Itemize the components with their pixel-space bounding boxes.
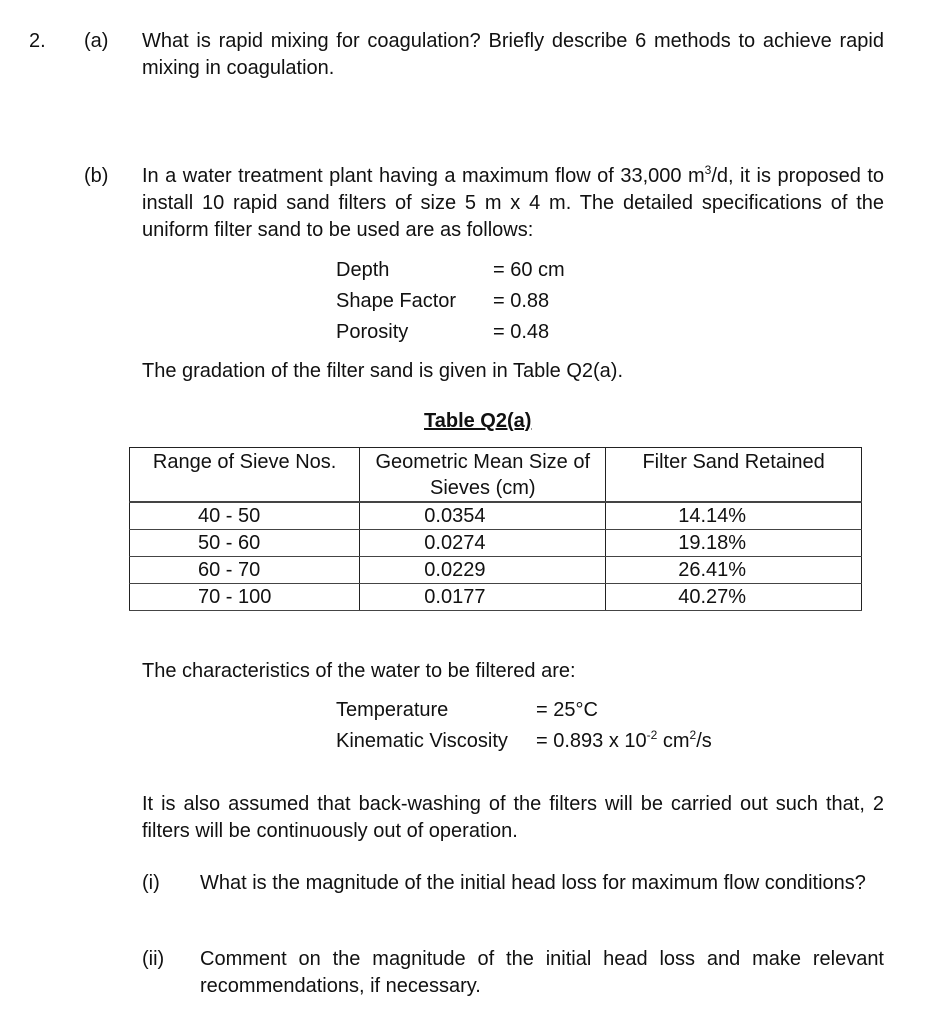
backwash-text: It is also assumed that back-washing of the filters will be carried out such that, 2 filters will be continuously out of operation. (142, 793, 884, 842)
table-cell-range: 50 - 60 (130, 530, 360, 557)
part-b-intro-post: /d, it is proposed to install 10 rapid sand filters of size 5 m x 4 m. The detailed specifications of the uniform filter sand to be used are as follows: (142, 165, 884, 241)
table-row (130, 584, 862, 611)
gradation-text: The gradation of the filter sand is given in Table Q2(a). (142, 360, 624, 382)
table-header-retained: Filter Sand Retained (606, 448, 862, 503)
viscosity-value-pre: = 0.893 x 10 (536, 730, 647, 752)
question-number: 2. (29, 30, 46, 52)
spec-porosity-value: = 0.48 (493, 321, 550, 343)
table-header-size: Geometric Mean Size of Sieves (cm) (360, 448, 606, 503)
spec-depth-name: Depth (336, 259, 390, 281)
table-row (130, 502, 862, 530)
table-cell-range: 40 - 50 (130, 502, 360, 530)
table-row (130, 557, 862, 584)
table-header-range: Range of Sieve Nos. (130, 448, 360, 503)
viscosity-exp: -2 (646, 728, 658, 742)
table-cell-range: 70 - 100 (130, 584, 360, 611)
table-row (130, 530, 862, 557)
part-b-label: (b) (84, 165, 109, 187)
spec-porosity-name: Porosity (336, 321, 409, 343)
viscosity-label: Kinematic Viscosity (336, 730, 508, 752)
table-cell-size: 0.0274 (360, 530, 606, 557)
water-text: The characteristics of the water to be filtered are: (142, 660, 576, 682)
table-cell-retained: 14.14% (606, 502, 862, 530)
table-cell-size: 0.0354 (360, 502, 606, 530)
subpart-ii-text: Comment on the magnitude of the initial head loss and make relevant recommendations, if necessary. (200, 948, 884, 997)
subpart-i-label: (i) (142, 872, 160, 894)
spec-shape-name: Shape Factor (336, 290, 457, 312)
spec-shape-value: = 0.88 (493, 290, 550, 312)
table-cell-range: 60 - 70 (130, 557, 360, 584)
viscosity-value (536, 728, 712, 755)
part-a-text: What is rapid mixing for coagulation? Briefly describe 6 methods to achieve rapid mixing in coagulation. (142, 30, 884, 79)
table-cell-size: 0.0177 (360, 584, 606, 611)
subpart-i-text: What is the magnitude of the initial head loss for maximum flow conditions? (200, 872, 866, 894)
temperature-label: Temperature (336, 699, 449, 721)
part-b-intro-pre: In a water treatment plant having a maximum flow of 33,000 m (142, 165, 705, 187)
table-cell-size: 0.0229 (360, 557, 606, 584)
viscosity-unit-exp: 2 (689, 728, 697, 742)
table-cell-retained: 40.27% (606, 584, 862, 611)
subpart-ii-label: (ii) (142, 948, 165, 970)
temperature-value: = 25°C (536, 699, 598, 721)
viscosity-unit-post: /s (696, 730, 712, 752)
viscosity-unit: cm (657, 730, 690, 752)
table-title: Table Q2(a) (424, 410, 532, 432)
part-b-intro-sup: 3 (704, 163, 712, 177)
table-cell-retained: 19.18% (606, 530, 862, 557)
part-a-label: (a) (84, 30, 109, 52)
table-cell-retained: 26.41% (606, 557, 862, 584)
part-b-intro (142, 163, 884, 244)
spec-depth-value: = 60 cm (493, 259, 565, 281)
table-header-row (130, 448, 862, 503)
sieve-table (129, 447, 862, 611)
